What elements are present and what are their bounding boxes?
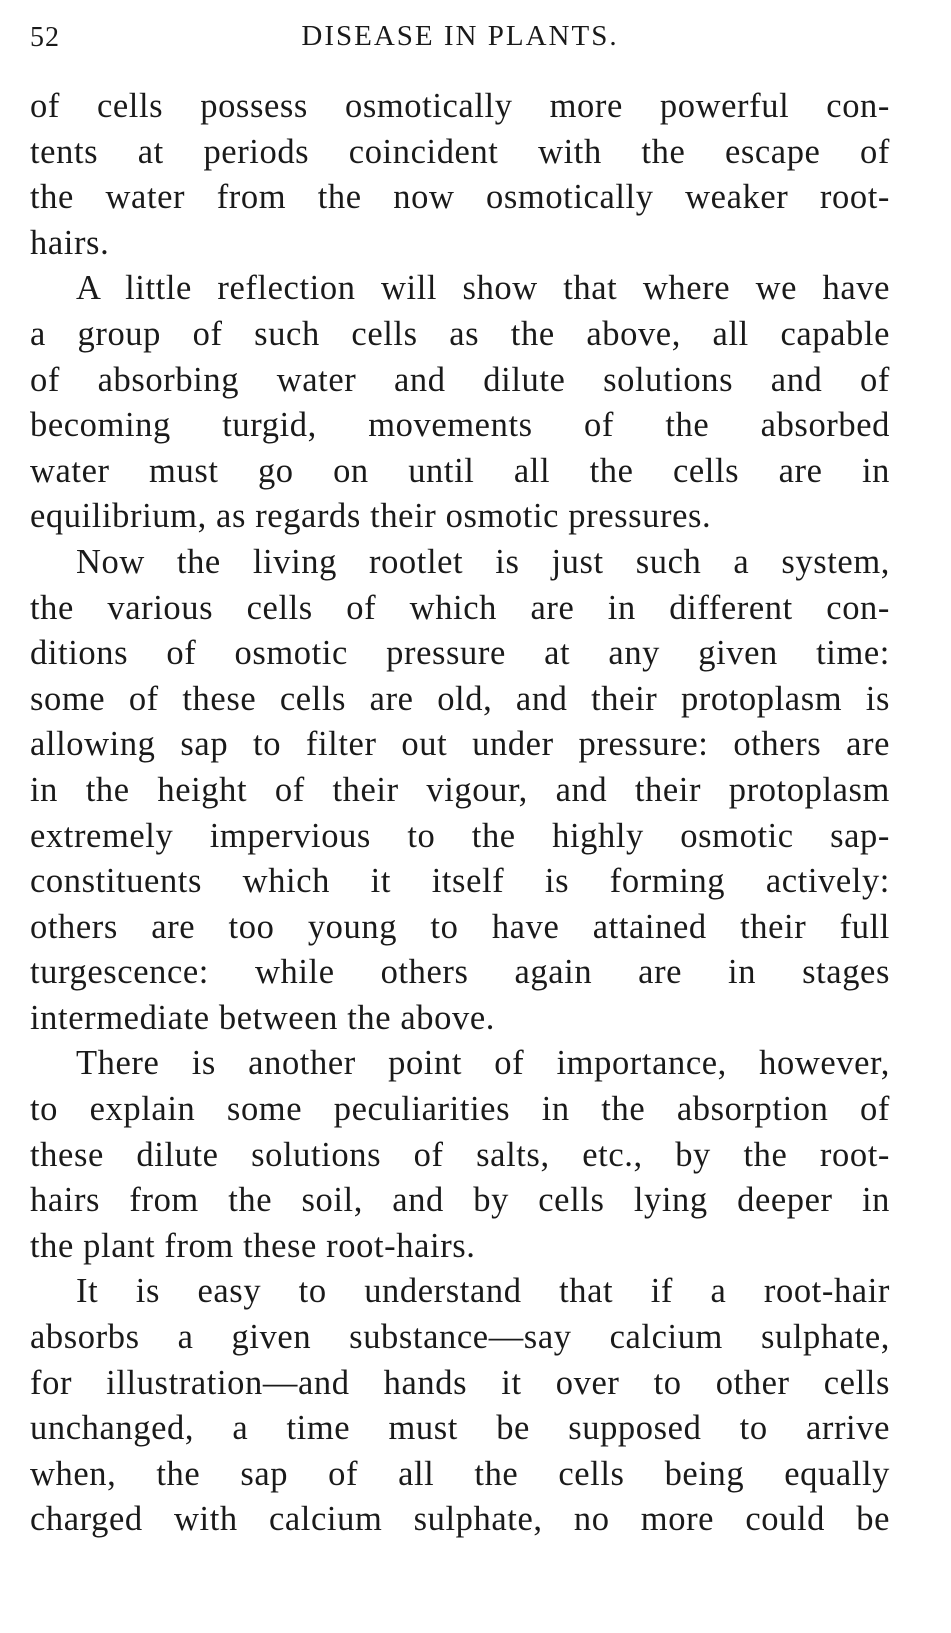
text-line: to explain some peculiarities in the absorption of	[30, 1090, 890, 1129]
text-line: equilibrium, as regards their osmotic pressures.	[30, 497, 712, 536]
text-line: It is easy to understand that if a root-hair	[76, 1272, 890, 1311]
text-line: in the height of their vigour, and their protoplasm	[30, 770, 890, 809]
page-number: 52	[30, 22, 60, 53]
text-line: extremely impervious to the highly osmotic sap-	[30, 816, 890, 855]
body-text	[30, 84, 890, 1543]
text-line: hairs from the soil, and by cells lying deeper in	[30, 1181, 890, 1220]
page-header	[0, 14, 951, 64]
text-line: the plant from these root-hairs.	[30, 1226, 476, 1265]
text-line: hairs.	[30, 223, 110, 262]
text-line: a group of such cells as the above, all capable	[30, 314, 890, 353]
text-line: water must go on until all the cells are in	[30, 451, 890, 490]
text-line: ditions of osmotic pressure at any given time:	[30, 634, 890, 673]
text-line: others are too young to have attained their full	[30, 907, 890, 946]
text-line: turgescence: while others again are in stages	[30, 953, 890, 992]
text-line: allowing sap to filter out under pressure: others are	[30, 725, 890, 764]
text-line: constituents which it itself is forming actively:	[30, 862, 890, 901]
text-line: of absorbing water and dilute solutions and of	[30, 360, 890, 399]
text-line: charged with calcium sulphate, no more could be	[30, 1500, 890, 1539]
text-line: when, the sap of all the cells being equally	[30, 1454, 890, 1493]
text-line: There is another point of importance, however,	[76, 1044, 890, 1083]
text-line: unchanged, a time must be supposed to arrive	[30, 1409, 890, 1448]
text-line: the various cells of which are in different con-	[30, 588, 890, 627]
running-title: DISEASE IN PLANTS.	[301, 20, 619, 52]
text-line: of cells possess osmotically more powerful con-	[30, 87, 890, 125]
text-line: these dilute solutions of salts, etc., by the root-	[30, 1135, 890, 1174]
text-line: for illustration—and hands it over to other cells	[30, 1363, 890, 1402]
text-line: Now the living rootlet is just such a system,	[76, 542, 890, 581]
text-line: A little reflection will show that where we have	[76, 269, 890, 308]
text-line: intermediate between the above.	[30, 998, 495, 1037]
text-line: the water from the now osmotically weaker root-	[30, 178, 890, 217]
text-line: absorbs a given substance—say calcium sulphate,	[30, 1318, 890, 1357]
text-line: some of these cells are old, and their protoplasm is	[30, 679, 890, 718]
text-line: tents at periods coincident with the escape of	[30, 132, 890, 171]
text-line: becoming turgid, movements of the absorbed	[30, 406, 890, 445]
